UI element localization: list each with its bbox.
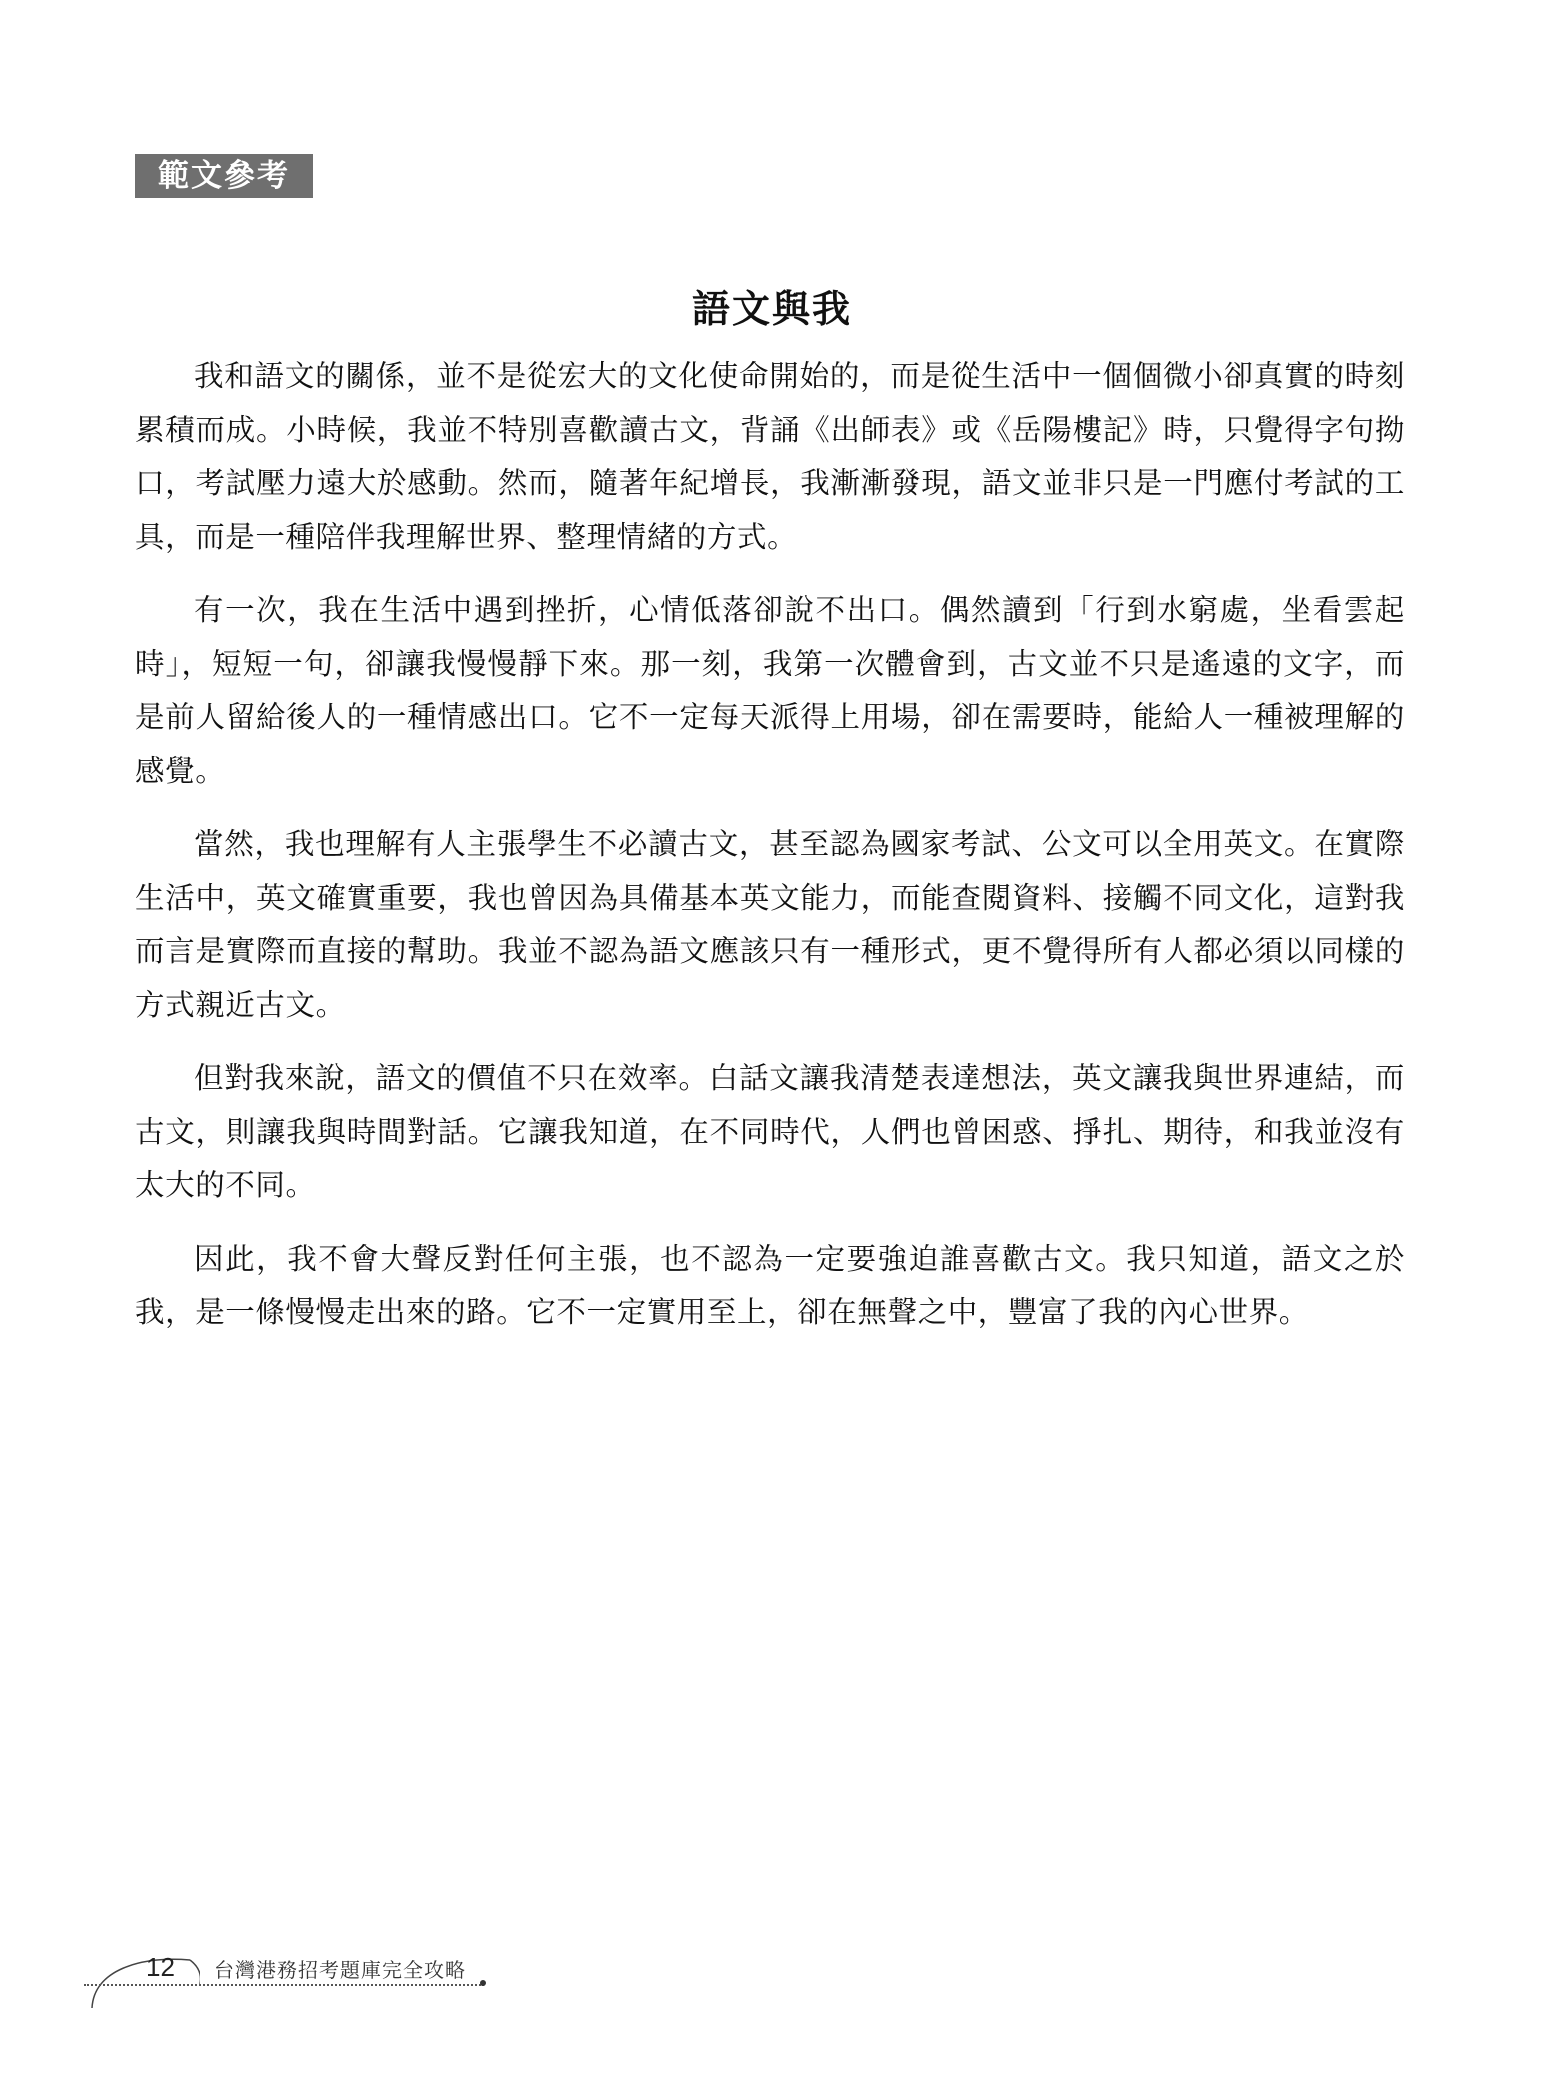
footer-dotted-rule bbox=[84, 1984, 484, 1986]
page-footer bbox=[70, 1948, 490, 2018]
essay-paragraph-4: 但對我來說，語文的價值不只在效率。白話文讓我清楚表達想法，英文讓我與世界連結，而古文，則讓我與時間對話。它讓我知道，在不同時代，人們也曾困惑、掙扎、期待，和我並沒有太大的不同。 bbox=[135, 1061, 1405, 1202]
footer-dot-icon bbox=[480, 1980, 486, 1986]
essay-paragraph-3: 當然，我也理解有人主張學生不必讀古文，甚至認為國家考試、公文可以全用英文。在實際生活中，英文確實重要，我也曾因為具備基本英文能力，而能查閱資料、接觸不同文化，這對我而言是實際而直接的幫助。我並不認為語文應該只有一種形式，更不覺得所有人都必須以同樣的方式親近古文。 bbox=[135, 827, 1405, 1022]
essay-paragraph-5: 因此，我不會大聲反對任何主張，也不認為一定要強迫誰喜歡古文。我只知道，語文之於我，是一條慢慢走出來的路。它不一定實用至上，卻在無聲之中，豐富了我的內心世界。 bbox=[135, 1241, 1405, 1329]
essay-title: 語文與我 bbox=[691, 287, 852, 331]
essay-paragraph-2: 有一次，我在生活中遇到挫折，心情低落卻說不出口。偶然讀到「行到水窮處，坐看雲起時」，短短一句，卻讓我慢慢靜下來。那一刻，我第一次體會到，古文並不只是遙遠的文字，而是前人留給後人的一種情感出口。它不一定每天派得上用場，卻在需要時，能給人一種被理解的感覺。 bbox=[135, 593, 1405, 788]
section-badge: 範文參考 bbox=[135, 154, 313, 198]
footer-arc-ornament bbox=[80, 1950, 200, 2010]
essay-body bbox=[135, 350, 1405, 1360]
page-number: 12 bbox=[146, 1952, 175, 1982]
essay-paragraph-1: 我和語文的關係，並不是從宏大的文化使命開始的，而是從生活中一個個微小卻真實的時刻累積而成。小時候，我並不特別喜歡讀古文，背誦《出師表》或《岳陽樓記》時，只覺得字句拗口，考試壓力遠大於感動。然而，隨著年紀增長，我漸漸發現，語文並非只是一門應付考試的工具，而是一種陪伴我理解世界、整理情緒的方式。 bbox=[135, 359, 1405, 554]
book-title: 台灣港務招考題庫完全攻略 bbox=[214, 1958, 466, 1982]
